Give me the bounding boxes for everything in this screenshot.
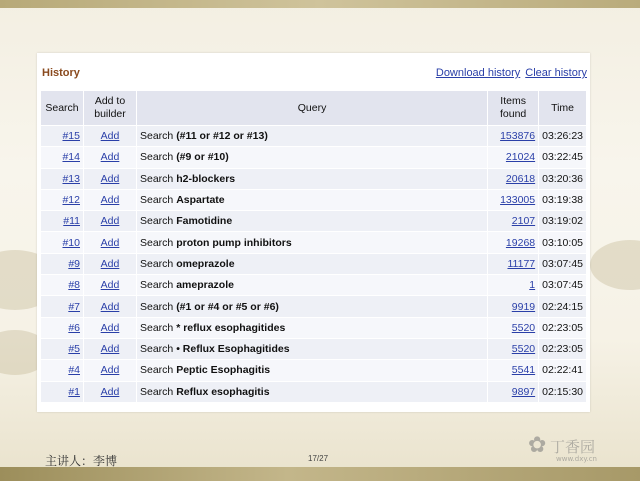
- query-term: ameprazole: [176, 279, 234, 292]
- search-id-link[interactable]: #12: [62, 194, 80, 207]
- items-found-link[interactable]: 21024: [505, 151, 536, 164]
- search-id-cell: [41, 318, 83, 338]
- search-id-link[interactable]: #8: [68, 279, 80, 292]
- query-term: proton pump inhibitors: [176, 236, 292, 249]
- query-term: Peptic Esophagitis: [176, 364, 271, 377]
- search-id-cell: [41, 360, 83, 380]
- col-header-items-found[interactable]: [488, 91, 538, 125]
- query-term: • Reflux Esophagitides: [176, 343, 290, 356]
- add-cell: [84, 275, 136, 295]
- add-to-builder-link[interactable]: Add: [100, 300, 120, 313]
- query-cell: [137, 339, 487, 359]
- add-to-builder-link[interactable]: Add: [100, 343, 120, 356]
- items-found-cell: [488, 360, 538, 380]
- col-header-add-line2: builder: [94, 108, 126, 120]
- items-found-link[interactable]: 5520: [511, 343, 536, 356]
- table-row: [41, 318, 586, 338]
- query-term: * reflux esophagitides: [176, 321, 286, 334]
- flower-icon: ✿: [528, 433, 547, 458]
- search-id-cell: [41, 232, 83, 252]
- items-found-link[interactable]: 11177: [507, 257, 536, 270]
- table-header-row: [41, 91, 586, 125]
- col-header-add-line1: Add to: [94, 95, 126, 107]
- items-found-cell: [488, 126, 538, 146]
- time-cell: 03:26:23: [539, 126, 586, 146]
- query-cell: [137, 232, 487, 252]
- search-id-link[interactable]: #1: [68, 385, 80, 398]
- add-to-builder-link[interactable]: Add: [100, 215, 120, 228]
- items-found-cell: [488, 232, 538, 252]
- table-row: [41, 382, 586, 402]
- time-cell: 03:07:45: [539, 254, 586, 274]
- query-term: Famotidine: [176, 215, 233, 228]
- items-found-link[interactable]: 2107: [511, 215, 536, 228]
- query-cell: [137, 318, 487, 338]
- history-table: [40, 90, 587, 403]
- add-cell: [84, 360, 136, 380]
- items-found-cell: [488, 339, 538, 359]
- slide-top-band: [0, 0, 640, 8]
- items-found-link[interactable]: 20618: [505, 172, 536, 185]
- search-id-cell: [41, 147, 83, 167]
- search-id-link[interactable]: #7: [68, 300, 80, 313]
- add-to-builder-link[interactable]: Add: [100, 385, 120, 398]
- query-cell: [137, 169, 487, 189]
- query-cell: [137, 211, 487, 231]
- items-found-cell: [488, 190, 538, 210]
- watermark-logo: [528, 433, 632, 467]
- search-id-link[interactable]: #14: [62, 151, 80, 164]
- watermark-brand: 丁香园: [550, 438, 596, 456]
- table-row: [41, 190, 586, 210]
- time-cell: 03:10:05: [539, 232, 586, 252]
- search-id-cell: [41, 382, 83, 402]
- table-row: [41, 169, 586, 189]
- query-cell: [137, 147, 487, 167]
- table-row: [41, 296, 586, 316]
- query-prefix: Search: [140, 215, 177, 228]
- add-cell: [84, 382, 136, 402]
- items-found-link[interactable]: 19268: [505, 236, 536, 249]
- table-row: [41, 147, 586, 167]
- table-row: [41, 211, 586, 231]
- items-found-link[interactable]: 9897: [511, 385, 536, 398]
- query-term: omeprazole: [176, 257, 235, 270]
- query-term: h2-blockers: [176, 172, 236, 185]
- time-cell: 02:22:41: [539, 360, 586, 380]
- time-cell: 03:20:36: [539, 169, 586, 189]
- add-to-builder-link[interactable]: Add: [100, 151, 120, 164]
- query-cell: [137, 360, 487, 380]
- add-cell: [84, 190, 136, 210]
- col-header-add-to-builder[interactable]: [84, 91, 136, 125]
- download-history-link[interactable]: Download history: [435, 67, 521, 79]
- query-term: Reflux esophagitis: [176, 385, 270, 398]
- page-number: 17/27: [308, 454, 329, 463]
- table-row: [41, 126, 586, 146]
- col-header-search[interactable]: Search: [41, 91, 83, 125]
- query-cell: [137, 254, 487, 274]
- search-id-cell: [41, 339, 83, 359]
- col-header-found-line2: found: [499, 108, 527, 120]
- table-row: [41, 232, 586, 252]
- add-to-builder-link[interactable]: Add: [100, 279, 120, 292]
- add-to-builder-link[interactable]: Add: [100, 364, 120, 377]
- add-cell: [84, 318, 136, 338]
- search-id-link[interactable]: #6: [68, 321, 80, 334]
- add-cell: [84, 126, 136, 146]
- items-found-link[interactable]: 1: [529, 279, 536, 292]
- items-found-link[interactable]: 133005: [500, 194, 536, 207]
- query-prefix: Search: [140, 300, 177, 313]
- history-actions: [431, 67, 587, 79]
- items-found-link[interactable]: 5541: [511, 364, 536, 377]
- clear-history-link[interactable]: Clear history: [525, 67, 587, 79]
- query-prefix: Search: [140, 194, 177, 207]
- query-cell: [137, 275, 487, 295]
- items-found-cell: [488, 147, 538, 167]
- time-cell: 02:15:30: [539, 382, 586, 402]
- table-row: [41, 339, 586, 359]
- table-row: [41, 254, 586, 274]
- items-found-link[interactable]: 153876: [500, 130, 536, 143]
- items-found-link[interactable]: 9919: [511, 300, 536, 313]
- search-id-link[interactable]: #15: [62, 130, 80, 143]
- add-cell: [84, 296, 136, 316]
- time-cell: 03:22:45: [539, 147, 586, 167]
- table-row: [41, 360, 586, 380]
- add-cell: [84, 339, 136, 359]
- search-id-link[interactable]: #10: [62, 236, 80, 249]
- query-term: (#11 or #12 or #13): [176, 130, 268, 143]
- query-cell: [137, 382, 487, 402]
- items-found-cell: [488, 382, 538, 402]
- add-to-builder-link[interactable]: Add: [100, 321, 120, 334]
- items-found-cell: [488, 211, 538, 231]
- history-panel: [37, 53, 590, 412]
- add-to-builder-link[interactable]: Add: [100, 194, 120, 207]
- query-prefix: Search: [140, 257, 177, 270]
- query-cell: [137, 126, 487, 146]
- items-found-cell: [488, 254, 538, 274]
- add-cell: [84, 254, 136, 274]
- query-prefix: Search: [140, 343, 177, 356]
- query-prefix: Search: [140, 236, 177, 249]
- time-cell: 02:24:15: [539, 296, 586, 316]
- add-to-builder-link[interactable]: Add: [100, 130, 120, 143]
- history-title: History: [42, 67, 80, 79]
- search-id-link[interactable]: #13: [62, 172, 80, 185]
- time-cell: 02:23:05: [539, 339, 586, 359]
- add-cell: [84, 169, 136, 189]
- table-row: [41, 275, 586, 295]
- add-to-builder-link[interactable]: Add: [100, 257, 120, 270]
- query-prefix: Search: [140, 172, 177, 185]
- search-id-cell: [41, 126, 83, 146]
- query-term: (#9 or #10): [176, 151, 229, 164]
- search-id-cell: [41, 254, 83, 274]
- history-rows: [41, 126, 586, 402]
- query-prefix: Search: [140, 151, 177, 164]
- query-prefix: Search: [140, 130, 177, 143]
- add-cell: [84, 232, 136, 252]
- search-id-cell: [41, 190, 83, 210]
- query-prefix: Search: [140, 364, 177, 377]
- search-id-cell: [41, 296, 83, 316]
- items-found-cell: [488, 296, 538, 316]
- search-id-link[interactable]: #5: [68, 343, 80, 356]
- add-cell: [84, 211, 136, 231]
- col-header-query[interactable]: Query: [137, 91, 487, 125]
- query-prefix: Search: [140, 321, 177, 334]
- add-to-builder-link[interactable]: Add: [100, 172, 120, 185]
- query-term: (#1 or #4 or #5 or #6): [176, 300, 279, 313]
- items-found-link[interactable]: 5520: [511, 321, 536, 334]
- search-id-link[interactable]: #9: [68, 257, 80, 270]
- query-cell: [137, 190, 487, 210]
- items-found-cell: [488, 169, 538, 189]
- search-id-link[interactable]: #4: [68, 364, 80, 377]
- items-found-cell: [488, 275, 538, 295]
- search-id-cell: [41, 169, 83, 189]
- add-cell: [84, 147, 136, 167]
- col-header-found-line1: Items: [500, 95, 526, 107]
- query-prefix: Search: [140, 279, 177, 292]
- search-id-cell: [41, 275, 83, 295]
- query-term: Aspartate: [176, 194, 225, 207]
- col-header-time[interactable]: Time: [539, 91, 586, 125]
- query-cell: [137, 296, 487, 316]
- search-id-link[interactable]: #11: [63, 215, 80, 228]
- slide-bottom-band: [0, 467, 640, 481]
- search-id-cell: [41, 211, 83, 231]
- time-cell: 03:07:45: [539, 275, 586, 295]
- time-cell: 03:19:02: [539, 211, 586, 231]
- items-found-cell: [488, 318, 538, 338]
- history-header: [42, 65, 587, 85]
- query-prefix: Search: [140, 385, 177, 398]
- add-to-builder-link[interactable]: Add: [100, 236, 120, 249]
- time-cell: 03:19:38: [539, 190, 586, 210]
- time-cell: 02:23:05: [539, 318, 586, 338]
- presenter-label: 主讲人：李博: [45, 454, 118, 468]
- watermark-url: www.dxy.cn: [556, 455, 597, 463]
